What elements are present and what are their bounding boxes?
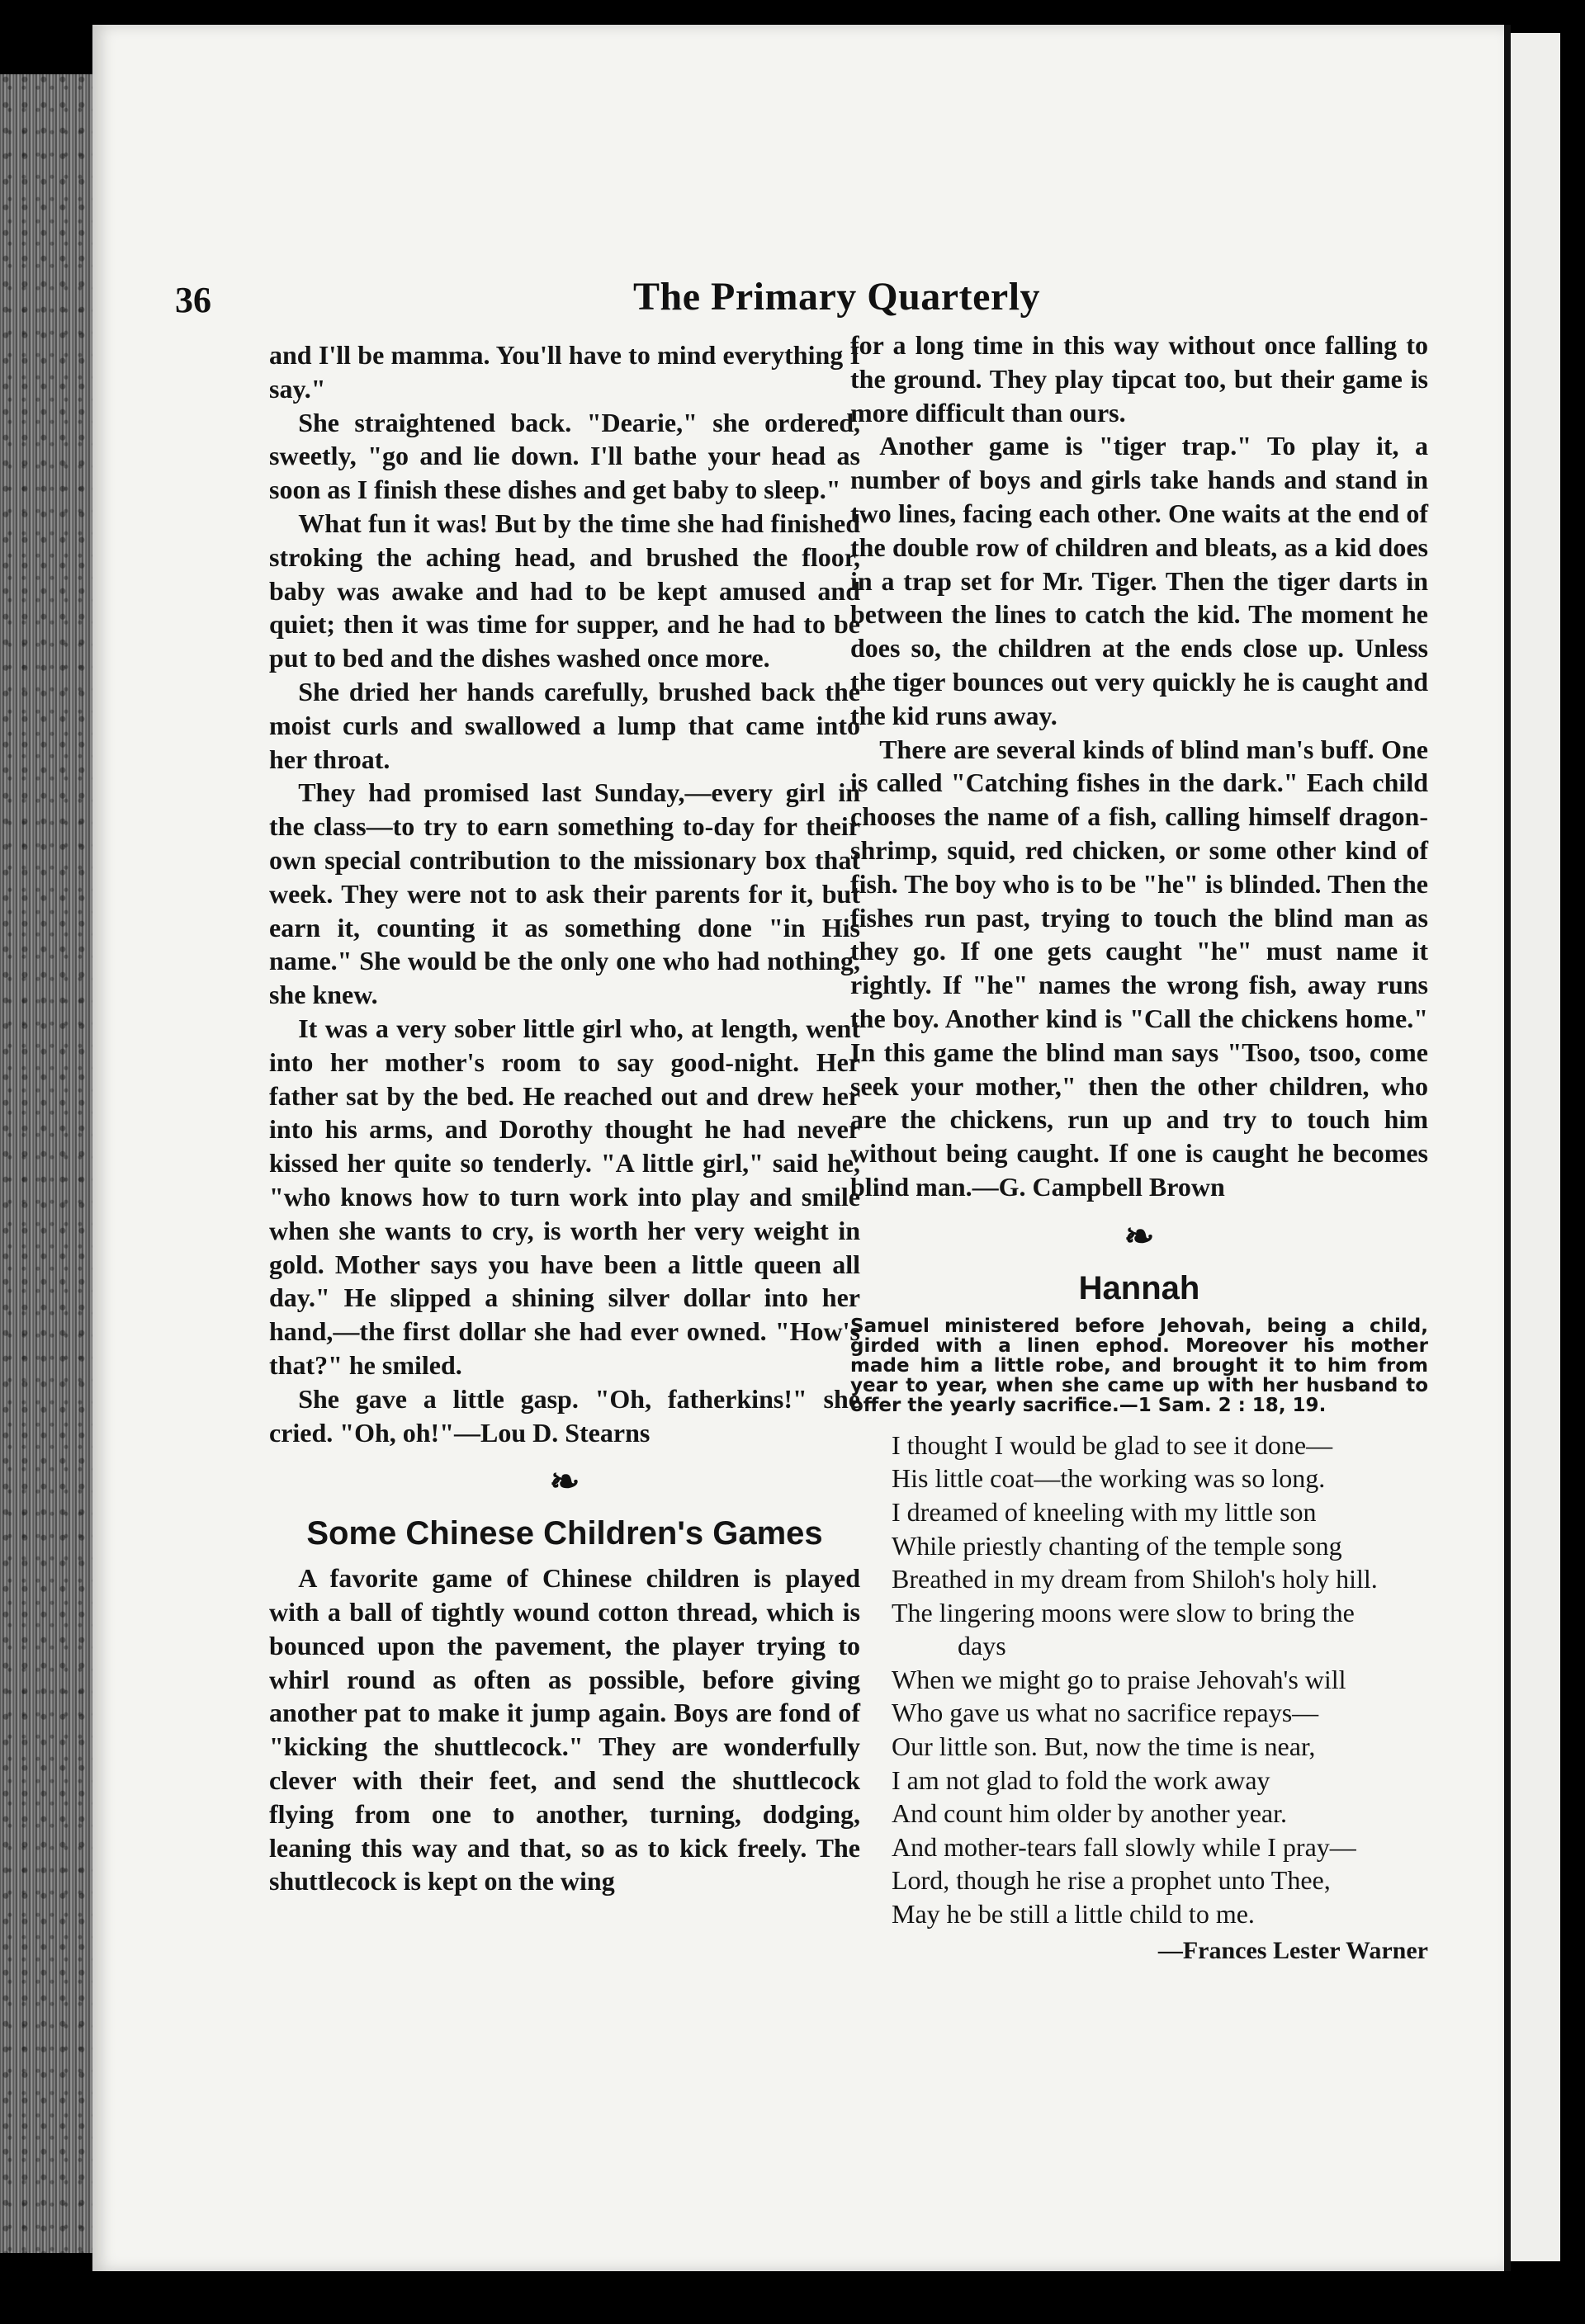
poem-line: While priestly chanting of the temple song bbox=[892, 1530, 1342, 1561]
poem-line: Breathed in my dream from Shiloh's holy hill. bbox=[892, 1564, 1378, 1594]
poem-line: Who gave us what no sacrifice repays— bbox=[892, 1698, 1319, 1728]
poem-body bbox=[850, 1429, 1428, 1931]
poem-line: I thought I would be glad to see it done— bbox=[892, 1429, 1333, 1460]
book-gutter bbox=[1504, 25, 1511, 2271]
story-paragraph: What fun it was! But by the time she had finished stroking the aching head, and brushed the floor, baby was awake and had to be kept amused and quiet; then it was time for supper, and he had to be put to bed and the dishes washed once more. bbox=[269, 508, 860, 673]
left-column bbox=[269, 338, 860, 1898]
poem-title: Hannah bbox=[1078, 1269, 1200, 1306]
poem-line: May he be still a little child to me. bbox=[892, 1899, 1255, 1930]
article-paragraph: A favorite game of Chinese children is played with a ball of tightly wound cotton thread, which is bounced upon the pavement, the player trying to whirl round as often as possible, before giving another pat to make it jump again. Boys are fond of "kicking the shuttlecock." They are wonderfully clever with their feet, and send the shuttlecock flying from one to another, turning, dodging, leaning this way and that, so as to kick freely. The shuttlecock is kept on the wing bbox=[269, 1563, 860, 1897]
story-paragraph: She straightened back. "Dearie," she ordered, sweetly, "go and lie down. I'll bathe your head as soon as I finish these dishes and get baby to sleep." bbox=[269, 407, 860, 505]
story-paragraph: and I'll be mamma. You'll have to mind everything I say." bbox=[269, 340, 860, 404]
leaf-ornament-icon: ❧ bbox=[549, 1462, 580, 1503]
article-paragraph: Another game is "tiger trap." To play it, a number of boys and girls take hands and stand in two lines, facing each other. One waits at the end of the double row of children and bleats, as a kid does in a trap set for Mr. Tiger. Then the tiger darts in between the lines to catch the kid. The moment he does so, the children at the ends close up. Unless the tiger bounces out very quickly he is caught and the kid runs away. bbox=[850, 431, 1428, 730]
running-title: The Primary Quarterly bbox=[633, 275, 1041, 319]
story-paragraph: She gave a little gasp. "Oh, fatherkins!" she cried. "Oh, oh!"—Lou D. Stearns bbox=[269, 1383, 860, 1448]
article-title: Some Chinese Children's Games bbox=[306, 1515, 823, 1552]
poem-line: When we might go to praise Jehovah's will bbox=[892, 1664, 1346, 1694]
facing-page-edge bbox=[1511, 33, 1560, 2261]
poem-line: And mother-tears fall slowly while I pray— bbox=[892, 1831, 1356, 1862]
story-paragraph: They had promised last Sunday,—every girl in the class—to try to earn something to-day for their own special contribution to the missionary box that week. They were not to ask their parents for it, but earn it, counting it as something done "in His name." She would be the only one who had nothing, she knew. bbox=[269, 777, 860, 1010]
poem-line: Our little son. But, now the time is near, bbox=[892, 1731, 1316, 1762]
page-number: 36 bbox=[175, 280, 211, 320]
poem-line: And count him older by another year. bbox=[892, 1798, 1287, 1829]
poem-author: —Frances Lester Warner bbox=[1157, 1936, 1428, 1964]
story-paragraph: She dried her hands carefully, brushed back the moist curls and swallowed a lump that came into her throat. bbox=[269, 676, 860, 774]
poem-line: days bbox=[958, 1631, 1006, 1661]
article-paragraph: There are several kinds of blind man's buff. One is called "Catching fishes in the dark." Each child chooses the name of a fish, calling himself dragon-shrimp, squid, red chicken, or some other kind of fish. The boy who is to be "he" is blinded. Then the fishes run past, trying to touch the blind man as they go. If one gets caught "he" must name it rightly. If "he" names the wrong fish, away runs the boy. Another kind is "Call the chickens home." In this game the blind man says "Tsoo, tsoo, come seek your mother," then the other children, who are the chickens, run up and try to touch him without being caught. If one is caught he becomes blind man.—G. Campbell Brown bbox=[850, 734, 1428, 1202]
page-header bbox=[175, 274, 1463, 332]
book-page-edges bbox=[0, 74, 92, 2253]
poem-line: I am not glad to fold the work away bbox=[892, 1764, 1270, 1795]
article-paragraph: for a long time in this way without once falling to the ground. They play tipcat too, but their game is more difficult than ours. bbox=[850, 330, 1428, 427]
poem-line: His little coat—the working was so long. bbox=[892, 1463, 1326, 1494]
right-column bbox=[850, 328, 1428, 1967]
poem-epigraph: Samuel ministered before Jehovah, being a child, girded with a linen ephod. Moreover his mother made him a little robe, and brought it to him from year to year, when she came up with her husband to offer the yearly sacrifice.—1 Sam. 2 : 18, 19. bbox=[850, 1315, 1428, 1416]
poem-line: The lingering moons were slow to bring the bbox=[892, 1597, 1355, 1627]
story-paragraph: It was a very sober little girl who, at length, went into her mother's room to say good-night. Her father sat by the bed. He reached out and drew her into his arms, and Dorothy thought he had never kissed her quite so tenderly. "A little girl," said he, "who knows how to turn work into play and smile when she wants to cry, is worth her very weight in gold. Mother says you have been a little queen all day." He slipped a shining silver dollar into her hand,—the first dollar she had ever owned. "How's that?" he smiled. bbox=[269, 1013, 860, 1380]
leaf-ornament-icon: ❧ bbox=[1124, 1216, 1155, 1257]
poem-line: I dreamed of kneeling with my little son bbox=[892, 1496, 1317, 1527]
poem-line: Lord, though he rise a prophet unto Thee, bbox=[892, 1865, 1331, 1896]
